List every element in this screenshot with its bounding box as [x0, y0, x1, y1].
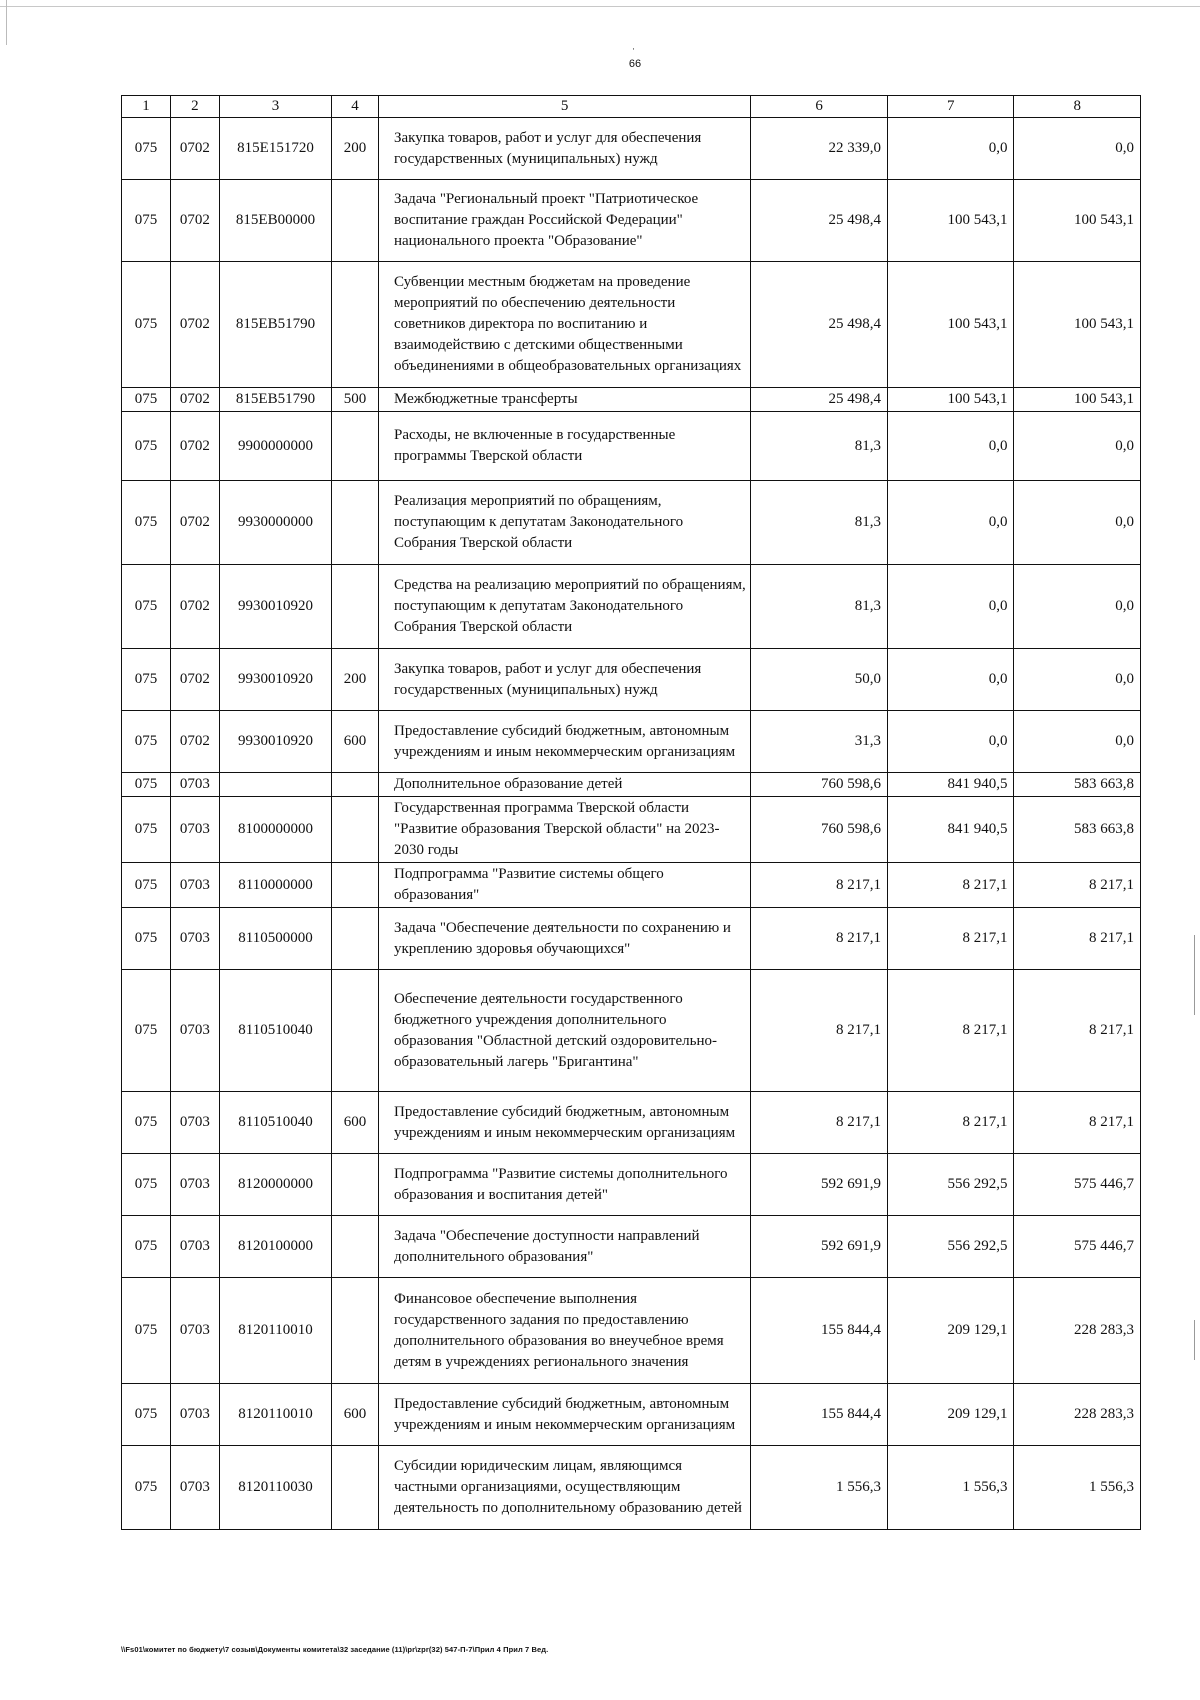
cell-department-code: 075: [122, 1216, 171, 1278]
top-border-line: [0, 6, 1200, 7]
cell-department-code: 075: [122, 565, 171, 649]
cell-amount-year-3: 575 446,7: [1014, 1154, 1141, 1216]
cell-amount-year-1: 8 217,1: [751, 863, 888, 908]
cell-section-code: 0702: [170, 388, 219, 412]
cell-section-code: 0703: [170, 970, 219, 1092]
cell-target-article: 8120000000: [219, 1154, 331, 1216]
cell-target-article: 9930000000: [219, 481, 331, 565]
table-row: [122, 863, 1141, 908]
cell-expense-type: 200: [332, 649, 379, 711]
cell-expense-type: [332, 970, 379, 1092]
cell-expense-type: [332, 412, 379, 481]
scan-edge-mark: [1194, 1320, 1195, 1360]
cell-section-code: 0702: [170, 118, 219, 180]
cell-amount-year-3: 0,0: [1014, 565, 1141, 649]
cell-amount-year-2: 1 556,3: [887, 1446, 1013, 1530]
cell-department-code: 075: [122, 1092, 171, 1154]
cell-target-article: 9930010920: [219, 711, 331, 773]
header-cell: 5: [379, 96, 751, 118]
cell-expense-type: [332, 262, 379, 388]
table-row: [122, 970, 1141, 1092]
cell-amount-year-2: 0,0: [887, 481, 1013, 565]
table-row: [122, 711, 1141, 773]
cell-amount-year-1: 760 598,6: [751, 773, 888, 797]
table-row: [122, 118, 1141, 180]
cell-amount-year-2: 0,0: [887, 565, 1013, 649]
cell-amount-year-1: 81,3: [751, 412, 888, 481]
cell-expense-type: [332, 1216, 379, 1278]
cell-amount-year-2: 0,0: [887, 711, 1013, 773]
cell-amount-year-3: 8 217,1: [1014, 863, 1141, 908]
table-row: [122, 1446, 1141, 1530]
cell-amount-year-1: 25 498,4: [751, 388, 888, 412]
cell-amount-year-2: 209 129,1: [887, 1384, 1013, 1446]
cell-amount-year-1: 592 691,9: [751, 1216, 888, 1278]
table-row: [122, 388, 1141, 412]
cell-description: Средства на реализацию мероприятий по обращениям, поступающим к депутатам Законодательного Собрания Тверской области: [379, 565, 751, 649]
cell-expense-type: [332, 565, 379, 649]
cell-target-article: 8120110030: [219, 1446, 331, 1530]
cell-target-article: 815EB00000: [219, 180, 331, 262]
cell-amount-year-2: 209 129,1: [887, 1278, 1013, 1384]
left-border-line: [6, 0, 7, 45]
cell-target-article: 815EB51790: [219, 388, 331, 412]
cell-expense-type: [332, 1446, 379, 1530]
cell-department-code: 075: [122, 412, 171, 481]
cell-amount-year-3: 8 217,1: [1014, 908, 1141, 970]
cell-amount-year-2: 8 217,1: [887, 970, 1013, 1092]
cell-description: Государственная программа Тверской области "Развитие образования Тверской области" на 2023-2030 годы: [379, 797, 751, 863]
cell-amount-year-3: 0,0: [1014, 118, 1141, 180]
cell-expense-type: 600: [332, 711, 379, 773]
cell-department-code: 075: [122, 180, 171, 262]
cell-department-code: 075: [122, 908, 171, 970]
cell-amount-year-2: 100 543,1: [887, 262, 1013, 388]
cell-amount-year-3: 8 217,1: [1014, 1092, 1141, 1154]
cell-section-code: 0703: [170, 863, 219, 908]
cell-department-code: 075: [122, 1154, 171, 1216]
cell-amount-year-1: 8 217,1: [751, 970, 888, 1092]
cell-department-code: 075: [122, 773, 171, 797]
cell-amount-year-1: 760 598,6: [751, 797, 888, 863]
cell-department-code: 075: [122, 262, 171, 388]
cell-amount-year-3: 100 543,1: [1014, 388, 1141, 412]
table-row: [122, 1092, 1141, 1154]
cell-description: Предоставление субсидий бюджетным, автономным учреждениям и иным некоммерческим организациям: [379, 1384, 751, 1446]
cell-amount-year-1: 8 217,1: [751, 1092, 888, 1154]
cell-amount-year-1: 25 498,4: [751, 262, 888, 388]
cell-amount-year-3: 0,0: [1014, 481, 1141, 565]
table-row: [122, 412, 1141, 481]
scan-dot: ·: [632, 44, 635, 54]
cell-expense-type: [332, 1154, 379, 1216]
cell-target-article: 9930010920: [219, 565, 331, 649]
cell-amount-year-2: 8 217,1: [887, 908, 1013, 970]
cell-amount-year-1: 155 844,4: [751, 1384, 888, 1446]
cell-department-code: 075: [122, 388, 171, 412]
cell-description: Субсидии юридическим лицам, являющимся частными организациями, осуществляющим деятельность по дополнительному образованию детей: [379, 1446, 751, 1530]
cell-section-code: 0702: [170, 481, 219, 565]
cell-target-article: 8120110010: [219, 1384, 331, 1446]
cell-department-code: 075: [122, 481, 171, 565]
cell-amount-year-1: 81,3: [751, 481, 888, 565]
cell-amount-year-2: 556 292,5: [887, 1154, 1013, 1216]
header-cell: 4: [332, 96, 379, 118]
cell-department-code: 075: [122, 1384, 171, 1446]
cell-expense-type: 600: [332, 1092, 379, 1154]
header-cell: 7: [887, 96, 1013, 118]
table-row: [122, 565, 1141, 649]
cell-target-article: 8110510040: [219, 1092, 331, 1154]
cell-target-article: 815E151720: [219, 118, 331, 180]
file-path-footer: \\Fs01\комитет по бюджету\7 созыв\Документы комитета\32 заседание (11)\pr\zpr(32) 547-П-7\Прил 4 Прил 7 Вед.: [121, 1645, 549, 1654]
cell-description: Обеспечение деятельности государственного бюджетного учреждения дополнительного образования "Областной детский оздоровительно-образовательный лагерь "Бригантина": [379, 970, 751, 1092]
cell-section-code: 0703: [170, 797, 219, 863]
cell-amount-year-1: 1 556,3: [751, 1446, 888, 1530]
cell-amount-year-2: 0,0: [887, 649, 1013, 711]
cell-amount-year-3: 228 283,3: [1014, 1278, 1141, 1384]
cell-target-article: 9930010920: [219, 649, 331, 711]
cell-description: Реализация мероприятий по обращениям, поступающим к депутатам Законодательного Собрания Тверской области: [379, 481, 751, 565]
cell-amount-year-1: 25 498,4: [751, 180, 888, 262]
cell-section-code: 0703: [170, 908, 219, 970]
cell-section-code: 0703: [170, 1092, 219, 1154]
table-row: [122, 1384, 1141, 1446]
header-cell: 2: [170, 96, 219, 118]
cell-description: Подпрограмма "Развитие системы общего образования": [379, 863, 751, 908]
header-cell: 8: [1014, 96, 1141, 118]
cell-amount-year-2: 841 940,5: [887, 797, 1013, 863]
cell-amount-year-3: 583 663,8: [1014, 797, 1141, 863]
table-row: [122, 649, 1141, 711]
cell-target-article: 8120110010: [219, 1278, 331, 1384]
cell-amount-year-3: 0,0: [1014, 649, 1141, 711]
cell-description: Субвенции местным бюджетам на проведение мероприятий по обеспечению деятельности советников директора по воспитанию и взаимодействию с детскими общественными объединениями в общеобразовательных организациях: [379, 262, 751, 388]
cell-department-code: 075: [122, 863, 171, 908]
cell-description: Предоставление субсидий бюджетным, автономным учреждениям и иным некоммерческим организациям: [379, 1092, 751, 1154]
header-row: [122, 96, 1141, 118]
cell-amount-year-2: 8 217,1: [887, 1092, 1013, 1154]
cell-section-code: 0702: [170, 412, 219, 481]
cell-amount-year-1: 81,3: [751, 565, 888, 649]
cell-description: Задача "Региональный проект "Патриотическое воспитание граждан Российской Федерации" национального проекта "Образование": [379, 180, 751, 262]
cell-section-code: 0703: [170, 1216, 219, 1278]
cell-amount-year-1: 31,3: [751, 711, 888, 773]
cell-expense-type: 200: [332, 118, 379, 180]
cell-description: Финансовое обеспечение выполнения государственного задания по предоставлению дополнительного образования во внеучебное время детям в учреждениях регионального значения: [379, 1278, 751, 1384]
cell-description: Межбюджетные трансферты: [379, 388, 751, 412]
cell-amount-year-2: 556 292,5: [887, 1216, 1013, 1278]
cell-department-code: 075: [122, 1278, 171, 1384]
cell-target-article: 8110000000: [219, 863, 331, 908]
cell-amount-year-3: 583 663,8: [1014, 773, 1141, 797]
cell-amount-year-3: 1 556,3: [1014, 1446, 1141, 1530]
cell-section-code: 0702: [170, 262, 219, 388]
cell-section-code: 0702: [170, 711, 219, 773]
cell-department-code: 075: [122, 649, 171, 711]
cell-section-code: 0703: [170, 1446, 219, 1530]
cell-section-code: 0703: [170, 1278, 219, 1384]
cell-description: Дополнительное образование детей: [379, 773, 751, 797]
header-cell: 1: [122, 96, 171, 118]
cell-expense-type: [332, 1278, 379, 1384]
scan-edge-mark: [1194, 935, 1195, 1015]
cell-amount-year-1: 22 339,0: [751, 118, 888, 180]
table-row: [122, 773, 1141, 797]
cell-amount-year-1: 8 217,1: [751, 908, 888, 970]
cell-amount-year-3: 100 543,1: [1014, 262, 1141, 388]
cell-section-code: 0703: [170, 1154, 219, 1216]
cell-section-code: 0702: [170, 180, 219, 262]
table-row: [122, 481, 1141, 565]
cell-description: Подпрограмма "Развитие системы дополнительного образования и воспитания детей": [379, 1154, 751, 1216]
cell-target-article: 8120100000: [219, 1216, 331, 1278]
cell-target-article: 9900000000: [219, 412, 331, 481]
table-row: [122, 262, 1141, 388]
cell-target-article: 8110510040: [219, 970, 331, 1092]
cell-target-article: 815EB51790: [219, 262, 331, 388]
cell-amount-year-2: 8 217,1: [887, 863, 1013, 908]
header-cell: 3: [219, 96, 331, 118]
cell-expense-type: [332, 797, 379, 863]
table-row: [122, 797, 1141, 863]
cell-department-code: 075: [122, 1446, 171, 1530]
cell-expense-type: [332, 908, 379, 970]
cell-department-code: 075: [122, 797, 171, 863]
cell-amount-year-1: 155 844,4: [751, 1278, 888, 1384]
cell-expense-type: 600: [332, 1384, 379, 1446]
cell-section-code: 0702: [170, 565, 219, 649]
cell-amount-year-3: 100 543,1: [1014, 180, 1141, 262]
cell-amount-year-2: 0,0: [887, 118, 1013, 180]
cell-amount-year-1: 592 691,9: [751, 1154, 888, 1216]
table-row: [122, 1154, 1141, 1216]
cell-amount-year-3: 228 283,3: [1014, 1384, 1141, 1446]
budget-table: [121, 95, 1141, 1530]
cell-expense-type: [332, 481, 379, 565]
cell-section-code: 0703: [170, 773, 219, 797]
cell-department-code: 075: [122, 970, 171, 1092]
cell-department-code: 075: [122, 118, 171, 180]
cell-expense-type: [332, 863, 379, 908]
cell-expense-type: [332, 773, 379, 797]
cell-department-code: 075: [122, 711, 171, 773]
cell-description: Расходы, не включенные в государственные программы Тверской области: [379, 412, 751, 481]
cell-amount-year-3: 0,0: [1014, 412, 1141, 481]
cell-expense-type: [332, 180, 379, 262]
cell-description: Предоставление субсидий бюджетным, автономным учреждениям и иным некоммерческим организациям: [379, 711, 751, 773]
cell-amount-year-2: 100 543,1: [887, 388, 1013, 412]
cell-amount-year-3: 575 446,7: [1014, 1216, 1141, 1278]
cell-target-article: [219, 773, 331, 797]
table-row: [122, 908, 1141, 970]
cell-amount-year-3: 0,0: [1014, 711, 1141, 773]
cell-amount-year-2: 0,0: [887, 412, 1013, 481]
cell-amount-year-2: 841 940,5: [887, 773, 1013, 797]
cell-amount-year-1: 50,0: [751, 649, 888, 711]
cell-expense-type: 500: [332, 388, 379, 412]
cell-section-code: 0703: [170, 1384, 219, 1446]
table-row: [122, 180, 1141, 262]
table-row: [122, 1216, 1141, 1278]
cell-target-article: 8100000000: [219, 797, 331, 863]
cell-description: Закупка товаров, работ и услуг для обеспечения государственных (муниципальных) нужд: [379, 118, 751, 180]
cell-description: Задача "Обеспечение доступности направлений дополнительного образования": [379, 1216, 751, 1278]
table-row: [122, 1278, 1141, 1384]
cell-section-code: 0702: [170, 649, 219, 711]
cell-target-article: 8110500000: [219, 908, 331, 970]
header-cell: 6: [751, 96, 888, 118]
cell-amount-year-2: 100 543,1: [887, 180, 1013, 262]
cell-description: Закупка товаров, работ и услуг для обеспечения государственных (муниципальных) нужд: [379, 649, 751, 711]
cell-amount-year-3: 8 217,1: [1014, 970, 1141, 1092]
page-number: 66: [628, 58, 642, 70]
cell-description: Задача "Обеспечение деятельности по сохранению и укреплению здоровья обучающихся": [379, 908, 751, 970]
